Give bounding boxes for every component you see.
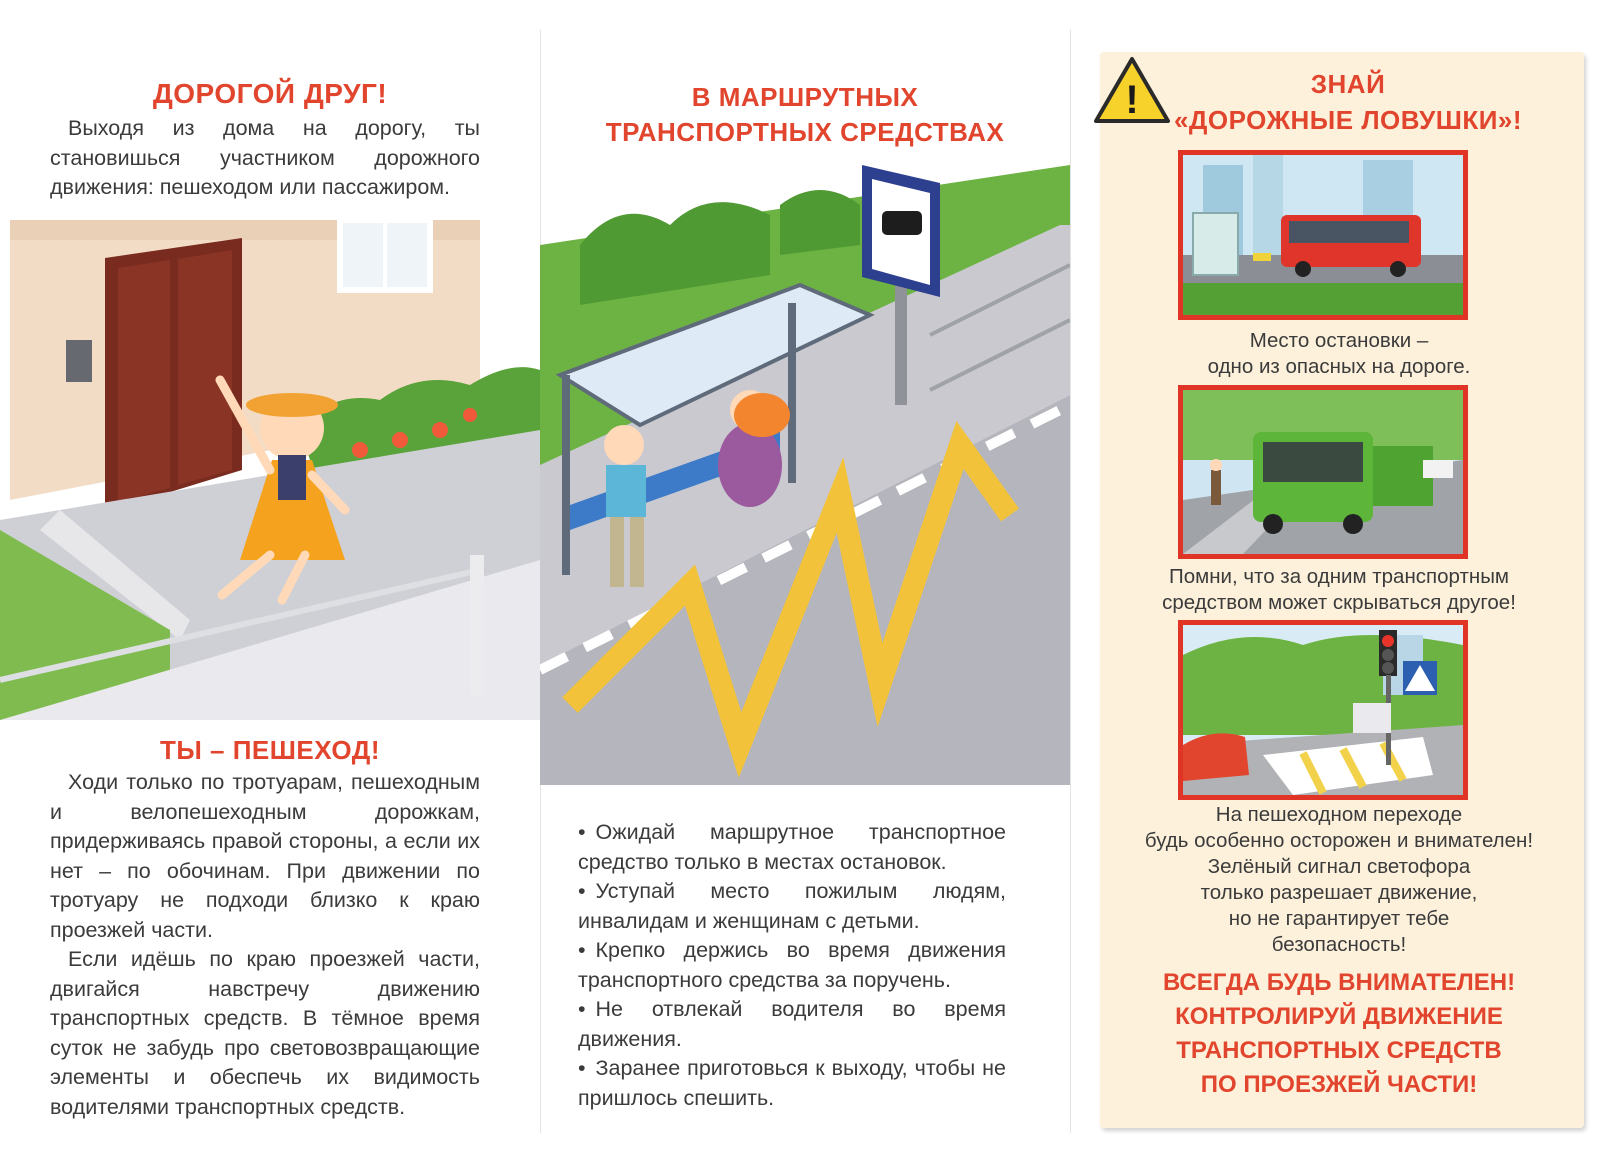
slogan-line: ВСЕГДА БУДЬ ВНИМАТЕЛЕН! [1162,969,1516,996]
caption-line: средством может скрываться другое! [1162,591,1516,614]
title-line-2: ТРАНСПОРТНЫХ СРЕДСТВАХ [605,117,1005,147]
photo-pedestrian-crossing [1178,620,1468,800]
slogan-line: КОНТРОЛИРУЙ ДВИЖЕНИЕ [1175,1003,1503,1030]
caption-line: На пешеходном переходе [1215,803,1463,826]
caption-line: Зелёный сигнал светофора [1207,855,1471,878]
photo-hidden-vehicle [1178,385,1468,559]
pedestrian-rules [50,768,480,1122]
transport-bullet-2: • Уступай место пожилым людям, инвалидам и женщинам с детьми. [578,877,1006,936]
transport-rules [578,818,1006,1113]
panel-road-traps [1078,0,1600,1163]
caption-line: Место остановки – [1249,329,1429,352]
safety-slogan [1078,966,1600,1102]
illustration-house-sidewalk [0,200,540,720]
slogan-line: ТРАНСПОРТНЫХ СРЕДСТВ [1176,1037,1502,1064]
caption-bus-stop [1078,328,1600,380]
transport-bullet-3: • Крепко держись во время движения транспортного средства за поручень. [578,936,1006,995]
caption-line: безопасность! [1271,933,1407,956]
panel-public-transport [540,0,1070,1163]
intro-text [50,114,480,203]
warning-symbol: ! [1125,78,1139,122]
caption-crossing [1078,802,1600,958]
title-pedestrian: ТЫ – ПЕШЕХОД! [160,735,380,765]
transport-bullet-1: • Ожидай маршрутное транспортное средство только в местах остановок. [578,818,1006,877]
pedestrian-paragraph-2: Если идёшь по краю проезжей части, двигайся навстречу движению транспортных средств. В тёмное время суток не забудь про световозвращающие элементы и обеспечь их видимость водителями транспортных средств. [50,947,480,1119]
pedestrian-paragraph-1: Ходи только по тротуарам, пешеходным и велопешеходным дорожкам, придерживаясь правой стороны, а если их нет – по обочинам. При движении по тротуару не подходи близко к краю проезжей части. [50,770,480,942]
panel-pedestrian [0,0,540,1163]
caption-line: будь особенно осторожен и внимателен! [1144,829,1534,852]
title-line-1: ЗНАЙ [1310,69,1386,99]
transport-bullet-5: • Заранее приготовься к выходу, чтобы не пришлось спешить. [578,1054,1006,1113]
photo-bus-stop [1178,150,1468,320]
caption-line: но не гарантирует тебе [1228,907,1450,930]
title-line-2: «ДОРОЖНЫЕ ЛОВУШКИ»! [1173,105,1523,135]
title-dear-friend: ДОРОГОЙ ДРУГ! [152,78,388,109]
title-public-transport [560,80,1050,150]
fold-line-2 [1070,30,1071,1133]
illustration-bus-stop [540,165,1070,785]
slogan-line: ПО ПРОЕЗЖЕЙ ЧАСТИ! [1200,1071,1478,1098]
transport-bullet-4: • Не отвлекай водителя во время движения. [578,995,1006,1054]
caption-line: одно из опасных на дороге. [1207,355,1471,378]
title-line-1: В МАРШРУТНЫХ [691,82,919,112]
transport-bullet-list [578,818,1006,1113]
caption-line: Помни, что за одним транспортным [1168,565,1510,588]
title-road-traps [1138,66,1558,138]
intro-paragraph: Выходя из дома на дорогу, ты становишься участником дорожного движения: пешеходом или пассажиром. [50,116,480,199]
caption-hidden-vehicle [1078,564,1600,616]
caption-line: только разрешает движение, [1200,881,1478,904]
